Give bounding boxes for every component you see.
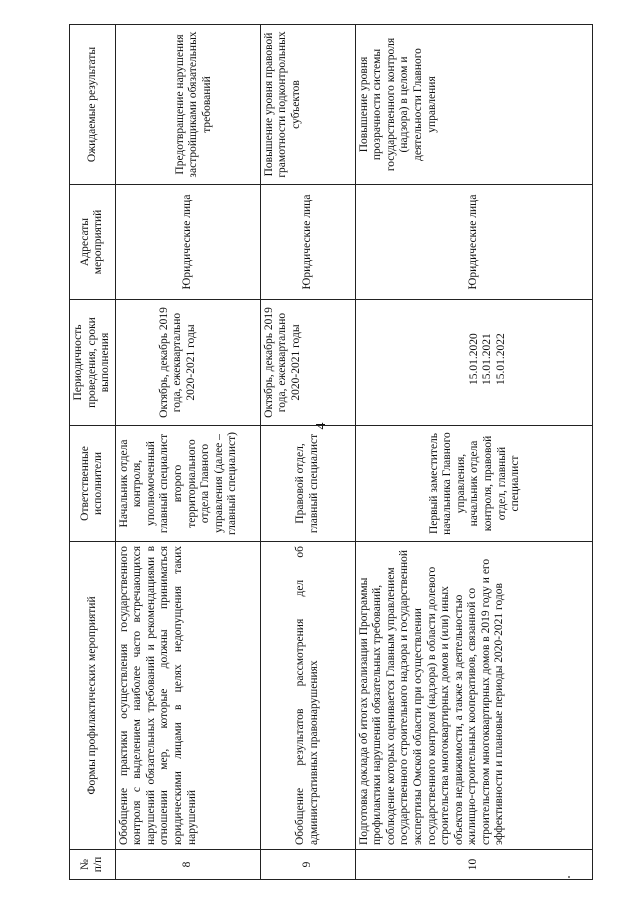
header-exec: Ответственные исполнители bbox=[70, 426, 116, 542]
prevention-measures-table-wrapper bbox=[69, 25, 580, 880]
row-addr: Юридические лица bbox=[115, 185, 260, 300]
table-header-row bbox=[70, 25, 116, 880]
row-exec bbox=[355, 426, 592, 542]
scan-speck bbox=[568, 876, 570, 878]
period-date: 15.01.2021 bbox=[481, 333, 494, 385]
row-period bbox=[115, 300, 260, 426]
row-exec-text: Первый заместитель начальника Главного управления, начальник отдела контроля, правовой отдел, главный специалист bbox=[427, 432, 522, 535]
row-exec: Правовой отдел, главный специалист bbox=[260, 426, 355, 542]
row-result bbox=[115, 25, 260, 185]
row-form: Подготовка доклада об итогах реализации Программы профилактики нарушений обязательных требований, соблюдение которых оценивается Главным управлением государственного строительного надзора и государственной экспертизы Омской области при осуществлении государственного контроля (надзора) в области долевого строительства многоквартирных домов и (или) иных объектов недвижимости, а также за деятельностью жилищно-строительных кооперативов, связанной со строительством многоквартирных домов в 2019 году и его эффективности и плановые периоды 2020-2021 годов bbox=[355, 542, 592, 850]
row-addr: Юридические лица bbox=[260, 185, 355, 300]
row-period-text: Октябрь, декабрь 2019 года, ежеквартально 2020-2021 годы bbox=[157, 307, 197, 418]
header-result: Ожидаемые результаты bbox=[70, 25, 116, 185]
row-exec: Начальник отдела контроля, уполномоченный главный специалист второго территориального отдела Главного управления (далее – главный специалист) bbox=[115, 426, 260, 542]
row-result: Повышение уровня правовой грамотности подконтрольных субъектов bbox=[260, 25, 355, 185]
row-num: 10 bbox=[355, 850, 592, 880]
table-row bbox=[115, 25, 260, 880]
row-addr: Юридические лица bbox=[355, 185, 592, 300]
header-form: Формы профилактических мероприятий bbox=[70, 542, 116, 850]
row-form: Обобщение результатов рассмотрения дел об административных правонарушениях bbox=[260, 542, 355, 850]
page-number: 4 bbox=[314, 422, 329, 430]
period-date: 15.01.2022 bbox=[494, 333, 507, 385]
table-row bbox=[355, 25, 592, 880]
header-period: Периодичность проведения, сроки выполнения bbox=[70, 300, 116, 426]
period-date: 15.01.2020 bbox=[467, 333, 480, 385]
row-period: Октябрь, декабрь 2019 года, ежеквартально 2020-2021 годы bbox=[260, 300, 355, 426]
table-row bbox=[260, 25, 355, 880]
row-form: Обобщение практики осуществления государственного контроля с выделением наиболее часто встречающихся нарушений обязательных требований и рекомендациями в отношении мер, которые должны приниматься юридическими лицами в целях недопущения таких нарушений bbox=[115, 542, 260, 850]
prevention-measures-table bbox=[69, 24, 593, 880]
row-result-text: Предотвращение нарушения застройщиками обязательных требований bbox=[173, 31, 213, 178]
row-num: 9 bbox=[260, 850, 355, 880]
row-result: Повышение уровня прозрачности системы государственного контроля (надзора) в целом и деятельности Главного управления bbox=[355, 25, 592, 185]
header-num: № п/п bbox=[70, 850, 116, 880]
row-period bbox=[355, 300, 592, 426]
row-num: 8 bbox=[115, 850, 260, 880]
header-addr: Адресаты мероприятий bbox=[70, 185, 116, 300]
